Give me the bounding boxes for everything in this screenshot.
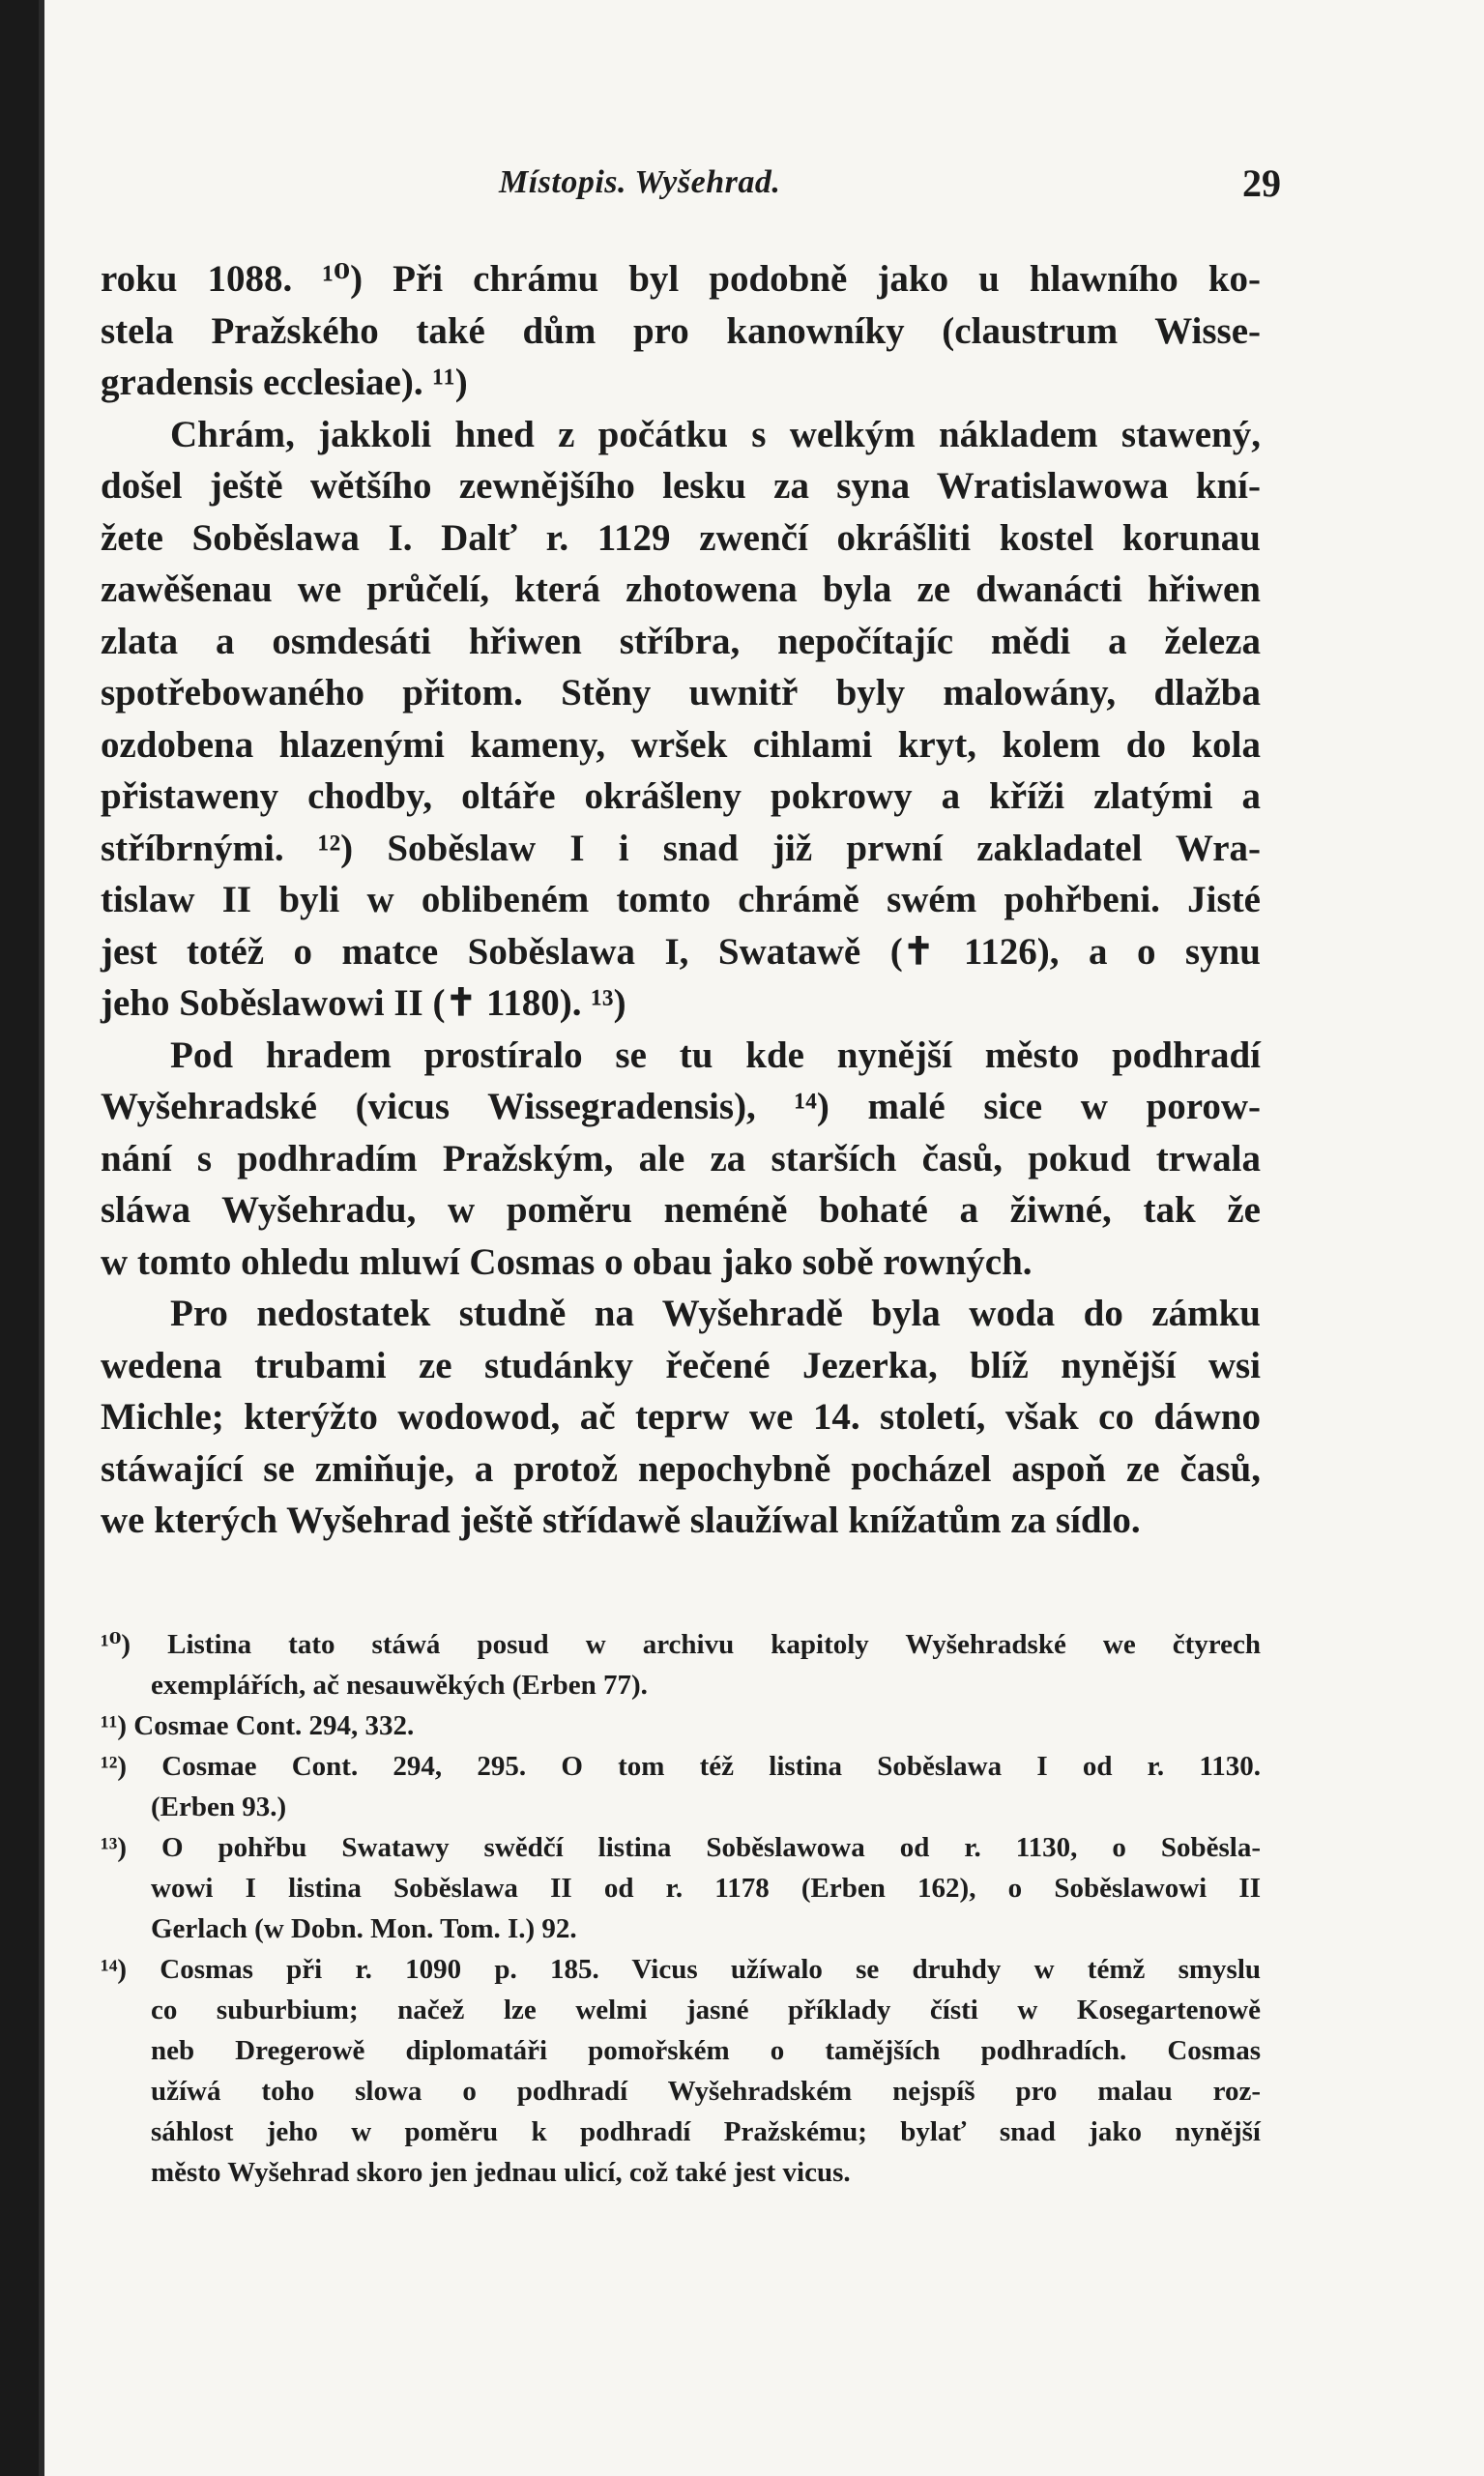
footnote-line: ¹⁰) Listina tato stáwá posud w archivu kapitoly Wyšehradské we čtyrech — [101, 1629, 1261, 1660]
text-line: Pod hradem prostíralo se tu kde nynější město podhradí — [170, 1034, 1261, 1076]
footnote-line: ¹¹) Cosmae Cont. 294, 332. — [101, 1710, 415, 1741]
text-line: ozdobena hlazenými kameny, wršek cihlami kryt, kolem do kola — [101, 723, 1261, 766]
text-line: stela Pražského také dům pro kanowníky (claustrum Wisse- — [101, 309, 1261, 352]
footnotes — [101, 1624, 1261, 2193]
running-title: Místopis. Wyšehrad. — [499, 164, 781, 200]
footnote-line: město Wyšehrad skoro jen jednau ulicí, což také jest vicus. — [151, 2157, 851, 2188]
text-line: we kterých Wyšehrad ještě střídawě slaužíwal knížatům za sídlo. — [101, 1500, 1141, 1541]
text-line: zawěšenau we průčelí, která zhotowena byla ze dwanácti hřiwen — [101, 568, 1261, 610]
text-line: Pro nedostatek studně na Wyšehradě byla woda do zámku — [170, 1293, 1261, 1334]
footnote-line: ¹²) Cosmae Cont. 294, 295. O tom též listina Soběslawa I od r. 1130. — [101, 1751, 1261, 1782]
text-line: došel ještě wětšího zewnějšího lesku za syna Wratislawowa kní- — [101, 465, 1261, 507]
text-line: sláwa Wyšehradu, w poměru neméně bohaté a žiwné, tak že — [101, 1189, 1261, 1231]
text-line: stáwající se zmiňuje, a protož nepochybně pocházel aspoň ze časů, — [101, 1447, 1261, 1490]
book-page — [39, 0, 1484, 2476]
page-header — [44, 161, 1484, 222]
text-line: jest totéž o matce Soběslawa I, Swatawě (✝ 1126), a o synu — [101, 930, 1261, 973]
text-line: gradensis ecclesiae). ¹¹) — [101, 362, 468, 403]
text-line: Chrám, jakkoli hned z počátku s welkým nákladem stawený, — [170, 413, 1261, 455]
text-line: Wyšehradské (vicus Wissegradensis), ¹⁴) malé sice w porow- — [101, 1086, 1261, 1127]
text-line: Michle; kterýžto wodowod, ač teprw we 14. století, však co dáwno — [101, 1396, 1261, 1438]
footnote-line: exemplářích, ač nesauwěkých (Erben 77). — [151, 1670, 648, 1701]
text-line: zlata a osmdesáti hřiwen stříbra, nepočítajíc mědi a železa — [101, 620, 1261, 662]
footnote-line: neb Dregerowě diplomatáři pomořském o tamějších podhradích. Cosmas — [151, 2035, 1261, 2066]
footnote-line: co suburbium; načež lze welmi jasné příklady čísti w Kosegartenowě — [151, 1995, 1261, 2025]
text-line: spotřebowaného přitom. Stěny uwnitř byly malowány, dlažba — [101, 672, 1261, 714]
footnote-line: (Erben 93.) — [151, 1791, 287, 1822]
footnote-line: užíwá toho slowa o podhradí Wyšehradském nejspíš pro malau roz- — [151, 2076, 1261, 2107]
text-line: tislaw II byli w oblibeném tomto chrámě swém pohřbeni. Jisté — [101, 879, 1261, 920]
footnote-line: ¹³) O pohřbu Swatawy swědčí listina Soběslawowa od r. 1130, o Soběsla- — [101, 1832, 1261, 1863]
text-line: wedena trubami ze studánky řečené Jezerka, blíž nynější wsi — [101, 1344, 1261, 1386]
text-line: roku 1088. ¹⁰) Při chrámu byl podobně jako u hlawního ko- — [101, 258, 1261, 300]
text-line: w tomto ohledu mluwí Cosmas o obau jako sobě rowných. — [101, 1240, 1033, 1283]
footnote-line: wowi I listina Soběslawa II od r. 1178 (Erben 162), o Soběslawowi II — [151, 1873, 1261, 1904]
footnote-line: Gerlach (w Dobn. Mon. Tom. I.) 92. — [151, 1913, 577, 1944]
text-line: přistaweny chodby, oltáře okrášleny pokrowy a kříži zlatými a — [101, 775, 1261, 817]
text-line: žete Soběslawa I. Dalť r. 1129 zwenčí okrášliti kostel korunau — [101, 516, 1261, 559]
footnote-line: ¹⁴) Cosmas při r. 1090 p. 185. Vicus užíwalo se druhdy w témž smyslu — [101, 1954, 1261, 1985]
footnote-line: sáhlost jeho w poměru k podhradí Pražskému; bylať snad jako nynější — [151, 2116, 1261, 2147]
text-line: jeho Soběslawowi II (✝ 1180). ¹³) — [101, 982, 626, 1024]
page-number: 29 — [1242, 161, 1281, 205]
text-line: nání s podhradím Pražským, ale za starších časů, pokud trwala — [101, 1137, 1261, 1180]
main-text — [101, 253, 1261, 1547]
text-line: stříbrnými. ¹²) Soběslaw I i snad již prwní zakladatel Wra- — [101, 827, 1261, 869]
